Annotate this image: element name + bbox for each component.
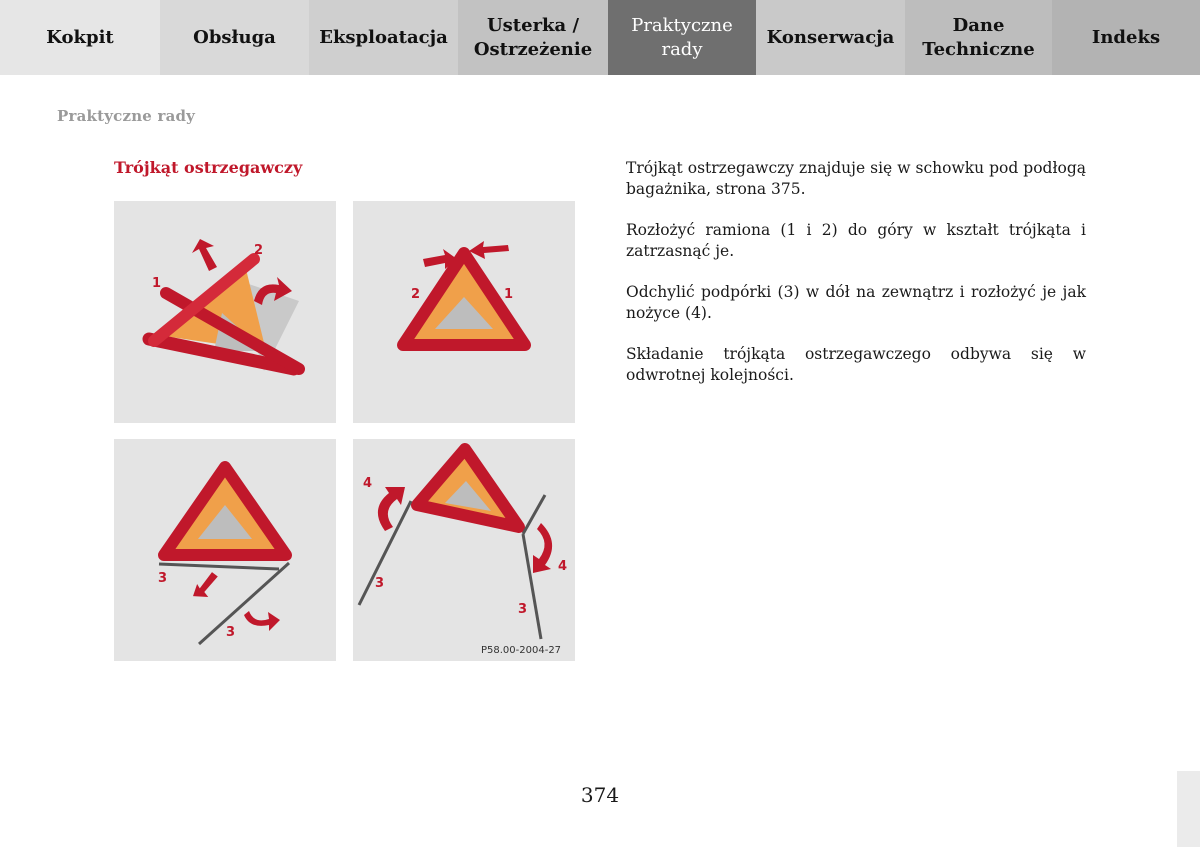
callout-1: 1 (152, 276, 162, 291)
callout-2: 2 (411, 287, 421, 302)
tab-indeks[interactable]: Indeks (1052, 0, 1200, 75)
tab-konserwacja[interactable]: Konserwacja (756, 0, 905, 75)
tab-eksploatacja[interactable]: Eksploatacja (309, 0, 458, 75)
page-number: 374 (580, 783, 620, 807)
chapter-nav (0, 0, 1200, 75)
support-bar-1 (159, 564, 279, 569)
section-label: Praktyczne rady (57, 107, 196, 125)
figure-code: P58.00-2004-27 (481, 645, 562, 656)
figure-scissor-supports (353, 439, 575, 661)
paragraph-supports: Odchylić podpórki (3) w dół na zewnątrz i rozłożyć je jak nożyce (4). (626, 283, 1086, 322)
callout-4-b: 4 (558, 559, 568, 574)
callout-2: 2 (254, 243, 264, 258)
support-bar-right (523, 534, 541, 639)
callout-3: 3 (158, 571, 168, 586)
figure-lock-triangle (353, 201, 575, 423)
callout-3: 3 (375, 576, 385, 591)
arrow-right-icon (244, 611, 280, 631)
paragraph-location: Trójkąt ostrzegawczy znajduje się w schowku pod podłogą bagażnika, strona 375. (626, 159, 1086, 198)
callout-4: 4 (363, 476, 373, 491)
tab-usterka-ostrzezenie[interactable]: Usterka / Ostrzeżenie (458, 0, 608, 75)
callout-3-b: 3 (226, 625, 236, 640)
figure-unfold-arms (114, 201, 336, 423)
tab-kokpit[interactable]: Kokpit (0, 0, 160, 75)
page-heading: Trójkąt ostrzegawczy (114, 158, 303, 177)
tab-praktyczne-rady[interactable]: Praktyczne rady (608, 0, 756, 75)
callout-1: 1 (504, 287, 514, 302)
arrow-left-icon (469, 241, 509, 259)
paragraph-fold: Składanie trójkąta ostrzegawczego odbywa się w odwrotnej kolejności. (626, 345, 1086, 384)
tab-dane-techniczne[interactable]: Dane Techniczne (905, 0, 1052, 75)
paragraph-unfold: Rozłożyć ramiona (1 i 2) do góry w kształt trójkąta i zatrzasnąć je. (626, 221, 1086, 260)
figure-fold-supports (114, 439, 336, 661)
callout-3-b: 3 (518, 602, 528, 617)
rotate-arrow-icon-right (533, 523, 552, 573)
arrow-up-icon (192, 239, 217, 271)
side-tab-marker (1177, 771, 1200, 847)
tab-obsluga[interactable]: Obsługa (160, 0, 309, 75)
instructions-text (626, 158, 1086, 406)
arrow-down-left-icon (188, 571, 224, 602)
